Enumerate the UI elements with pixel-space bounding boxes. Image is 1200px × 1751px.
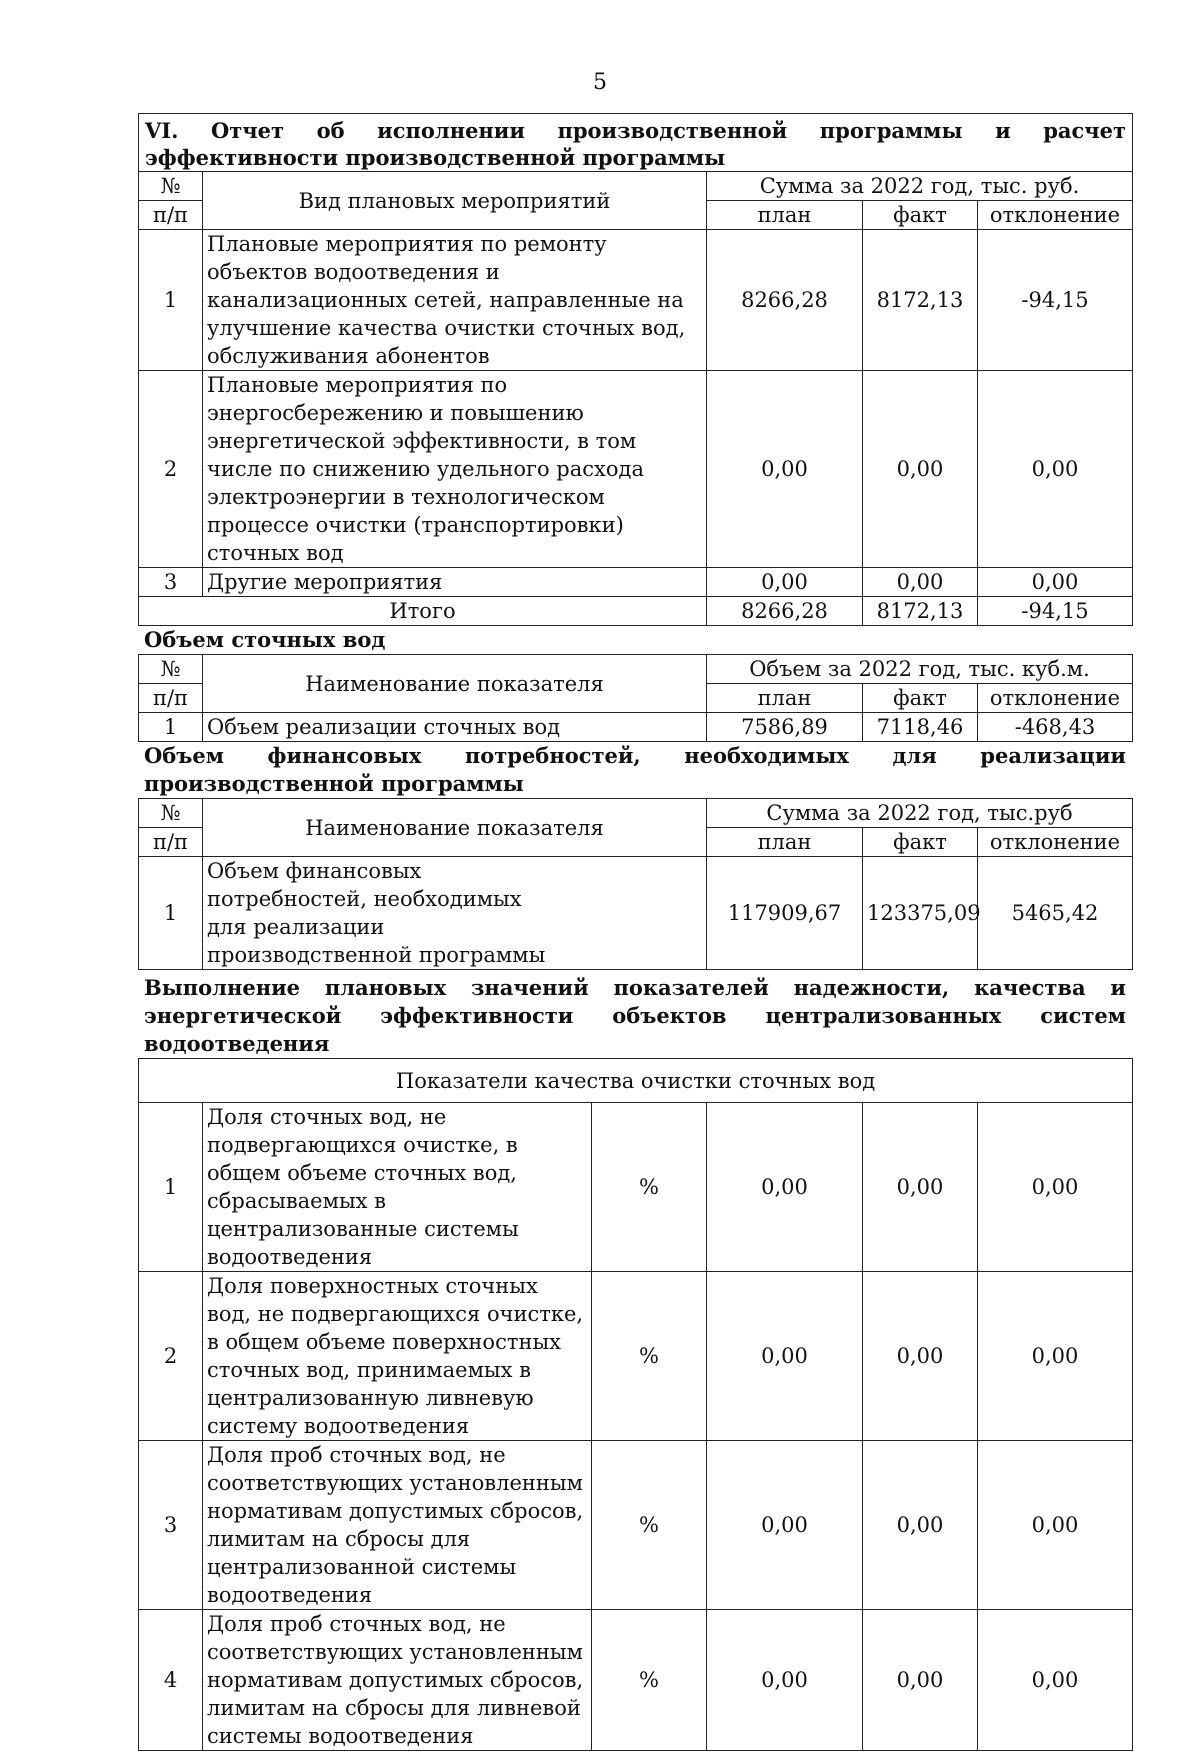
row-fact: 123375,09 bbox=[863, 857, 978, 970]
column-header-name: Вид плановых мероприятий bbox=[203, 172, 707, 230]
column-header-name: Наименование показателя bbox=[203, 655, 707, 713]
row-name: Доля поверхностных сточных вод, не подвергающихся очистке, в общем объеме поверхностных сточных вод, принимаемых в централизованную ливневую систему водоотведения bbox=[203, 1272, 592, 1441]
quality-indicators-table bbox=[138, 1058, 1133, 1751]
row-deviation: 0,00 bbox=[978, 1103, 1133, 1272]
row-plan: 0,00 bbox=[707, 1610, 863, 1751]
row-name: Объем реализации сточных вод bbox=[203, 713, 707, 742]
document-body bbox=[138, 113, 1132, 1751]
column-header-number: № bbox=[139, 799, 203, 828]
table-row bbox=[139, 1441, 1133, 1610]
row-deviation: 0,00 bbox=[978, 568, 1133, 597]
table-row bbox=[139, 1103, 1133, 1272]
row-deviation: 0,00 bbox=[978, 1272, 1133, 1441]
column-header-plan: план bbox=[707, 684, 863, 713]
column-header-plan: план bbox=[707, 201, 863, 230]
row-number: 4 bbox=[139, 1610, 203, 1751]
row-plan: 0,00 bbox=[707, 1441, 863, 1610]
row-fact: 0,00 bbox=[863, 1272, 978, 1441]
row-deviation: 0,00 bbox=[978, 371, 1133, 568]
row-number: 1 bbox=[139, 230, 203, 371]
row-fact: 0,00 bbox=[863, 1441, 978, 1610]
row-number: 1 bbox=[139, 713, 203, 742]
row-name: Доля проб сточных вод, не соответствующих установленным нормативам допустимых сбросов, лимитам на сбросы для ливневой системы водоотведения bbox=[203, 1610, 592, 1751]
table-row bbox=[139, 713, 1133, 742]
row-fact: 0,00 bbox=[863, 1610, 978, 1751]
row-plan: 8266,28 bbox=[707, 230, 863, 371]
row-fact: 0,00 bbox=[863, 1103, 978, 1272]
row-unit: % bbox=[592, 1103, 707, 1272]
row-plan: 0,00 bbox=[707, 371, 863, 568]
column-header-fact: факт bbox=[863, 201, 978, 230]
row-plan: 0,00 bbox=[707, 1103, 863, 1272]
row-fact: 8172,13 bbox=[863, 230, 978, 371]
total-fact: 8172,13 bbox=[863, 597, 978, 626]
column-header-fact: факт bbox=[863, 684, 978, 713]
row-deviation: 5465,42 bbox=[978, 857, 1133, 970]
page-number: 5 bbox=[593, 70, 607, 95]
row-number: 1 bbox=[139, 857, 203, 970]
column-header-fact: факт bbox=[863, 828, 978, 857]
wastewater-volume-table bbox=[138, 654, 1133, 742]
row-number: 2 bbox=[139, 1272, 203, 1441]
row-number: 3 bbox=[139, 1441, 203, 1610]
row-fact: 7118,46 bbox=[863, 713, 978, 742]
row-unit: % bbox=[592, 1610, 707, 1751]
column-header-volume: Объем за 2022 год, тыс. куб.м. bbox=[707, 655, 1133, 684]
row-name: Плановые мероприятия по энергосбережению и повышению энергетической эффективности, в том числе по снижению удельного расхода электроэнергии в технологическом процессе очистки (транспортировки) сточных вод bbox=[203, 371, 707, 568]
table-row bbox=[139, 230, 1133, 371]
table-row bbox=[139, 371, 1133, 568]
row-number: 2 bbox=[139, 371, 203, 568]
section-title: Выполнение плановых значений показателей надежности, качества и энергетической эффективности объектов централизованных систем водоотведения bbox=[144, 975, 1126, 1056]
row-name: Плановые мероприятия по ремонту объектов водоотведения и канализационных сетей, направленные на улучшение качества очистки сточных вод, обслуживания абонентов bbox=[203, 230, 707, 371]
column-header-sum: Сумма за 2022 год, тыс.руб bbox=[707, 799, 1133, 828]
table-row bbox=[139, 857, 1133, 970]
table-row bbox=[139, 568, 1133, 597]
row-number: 3 bbox=[139, 568, 203, 597]
row-plan: 0,00 bbox=[707, 1272, 863, 1441]
row-deviation: 0,00 bbox=[978, 1441, 1133, 1610]
section-title: Объем сточных вод bbox=[144, 627, 386, 652]
total-row bbox=[139, 597, 1133, 626]
row-plan: 117909,67 bbox=[707, 857, 863, 970]
section-title: Объем финансовых потребностей, необходимых для реализации производственной программы bbox=[144, 743, 1126, 796]
column-header-plan: план bbox=[707, 828, 863, 857]
table-row bbox=[139, 1610, 1133, 1751]
column-header-deviation: отклонение bbox=[978, 201, 1133, 230]
total-label: Итого bbox=[139, 597, 707, 626]
section-title: VI. Отчет об исполнении производственной программы и расчет эффективности производственной программы bbox=[139, 114, 1133, 172]
row-name: Доля проб сточных вод, не соответствующих установленным нормативам допустимых сбросов, лимитам на сбросы для централизованной системы водоотведения bbox=[203, 1441, 592, 1610]
column-header-name: Наименование показателя bbox=[203, 799, 707, 857]
row-deviation: -468,43 bbox=[978, 713, 1133, 742]
row-plan: 7586,89 bbox=[707, 713, 863, 742]
column-header-number: № bbox=[139, 172, 203, 201]
row-name: Объем финансовых потребностей, необходимых для реализации производственной программы bbox=[203, 857, 707, 970]
row-plan: 0,00 bbox=[707, 568, 863, 597]
row-unit: % bbox=[592, 1272, 707, 1441]
total-plan: 8266,28 bbox=[707, 597, 863, 626]
column-header-deviation: отклонение bbox=[978, 828, 1133, 857]
row-name: Доля сточных вод, не подвергающихся очистке, в общем объеме сточных вод, сбрасываемых в централизованные системы водоотведения bbox=[203, 1103, 592, 1272]
row-unit: % bbox=[592, 1441, 707, 1610]
row-deviation: -94,15 bbox=[978, 230, 1133, 371]
table-subheader: Показатели качества очистки сточных вод bbox=[139, 1059, 1133, 1103]
financial-needs-table bbox=[138, 798, 1133, 970]
column-header-number: № bbox=[139, 655, 203, 684]
column-header-deviation: отклонение bbox=[978, 684, 1133, 713]
production-program-table bbox=[138, 113, 1133, 626]
row-name: Другие мероприятия bbox=[203, 568, 707, 597]
row-deviation: 0,00 bbox=[978, 1610, 1133, 1751]
column-header-number-sub: п/п bbox=[139, 201, 203, 230]
row-number: 1 bbox=[139, 1103, 203, 1272]
column-header-sum: Сумма за 2022 год, тыс. руб. bbox=[707, 172, 1133, 201]
row-fact: 0,00 bbox=[863, 568, 978, 597]
column-header-number-sub: п/п bbox=[139, 828, 203, 857]
column-header-number-sub: п/п bbox=[139, 684, 203, 713]
row-fact: 0,00 bbox=[863, 371, 978, 568]
table-row bbox=[139, 1272, 1133, 1441]
total-deviation: -94,15 bbox=[978, 597, 1133, 626]
